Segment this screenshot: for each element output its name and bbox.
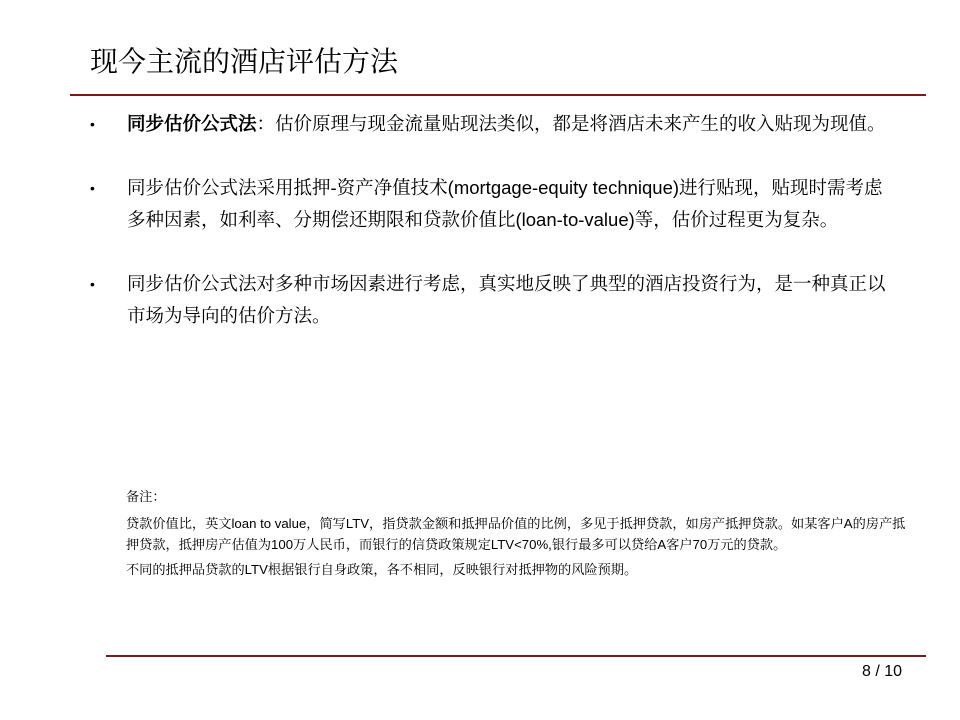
bullet-text: 同步估价公式法对多种市场因素进行考虑，真实地反映了典型的酒店投资行为，是一种真正以市场为导向的估价方法。: [127, 273, 886, 326]
bullet-bold-term: 同步估价公式法: [127, 113, 257, 134]
notes-label: 备注：: [126, 489, 166, 504]
notes-paragraph: 不同的抵押品贷款的LTV根据银行自身政策，各不相同，反映银行对抵押物的风险预期。: [126, 562, 638, 577]
page-number: 8 / 10: [861, 663, 902, 680]
title-divider: [70, 94, 926, 96]
bullet-text: 同步估价公式法采用抵押-资产净值技术(mortgage-equity technique)进行贴现，贴现时需考虑多种因素，如利率、分期偿还期限和贷款价值比(loan-to-value)等，估价过程更为复杂。: [127, 177, 883, 230]
notes-section: [126, 486, 906, 580]
bullet-marker: •: [90, 180, 95, 196]
bullet-description: ：估价原理与现金流量贴现法类似，都是将酒店未来产生的收入贴现为现值。: [256, 113, 886, 134]
footer-divider: [106, 655, 926, 657]
bullet-item: [90, 268, 900, 332]
notes-paragraph: 贷款价值比，英文loan to value，简写LTV，指贷款金额和抵押品价值的比例，多见于抵押贷款，如房产抵押贷款。如某客户A的房产抵押贷款，抵押房产估值为100万人民币，而银行的信贷政策规定LTV<70%,银行最多可以贷给A客户70万元的贷款。: [126, 516, 906, 552]
bullet-marker: •: [90, 116, 95, 132]
bullet-marker: •: [90, 276, 95, 292]
slide-title: 现今主流的酒店评估方法: [90, 46, 399, 77]
bullet-item: [90, 108, 900, 140]
bullet-text: [127, 113, 886, 134]
bullet-item: [90, 172, 900, 236]
bullet-list: [90, 108, 900, 332]
